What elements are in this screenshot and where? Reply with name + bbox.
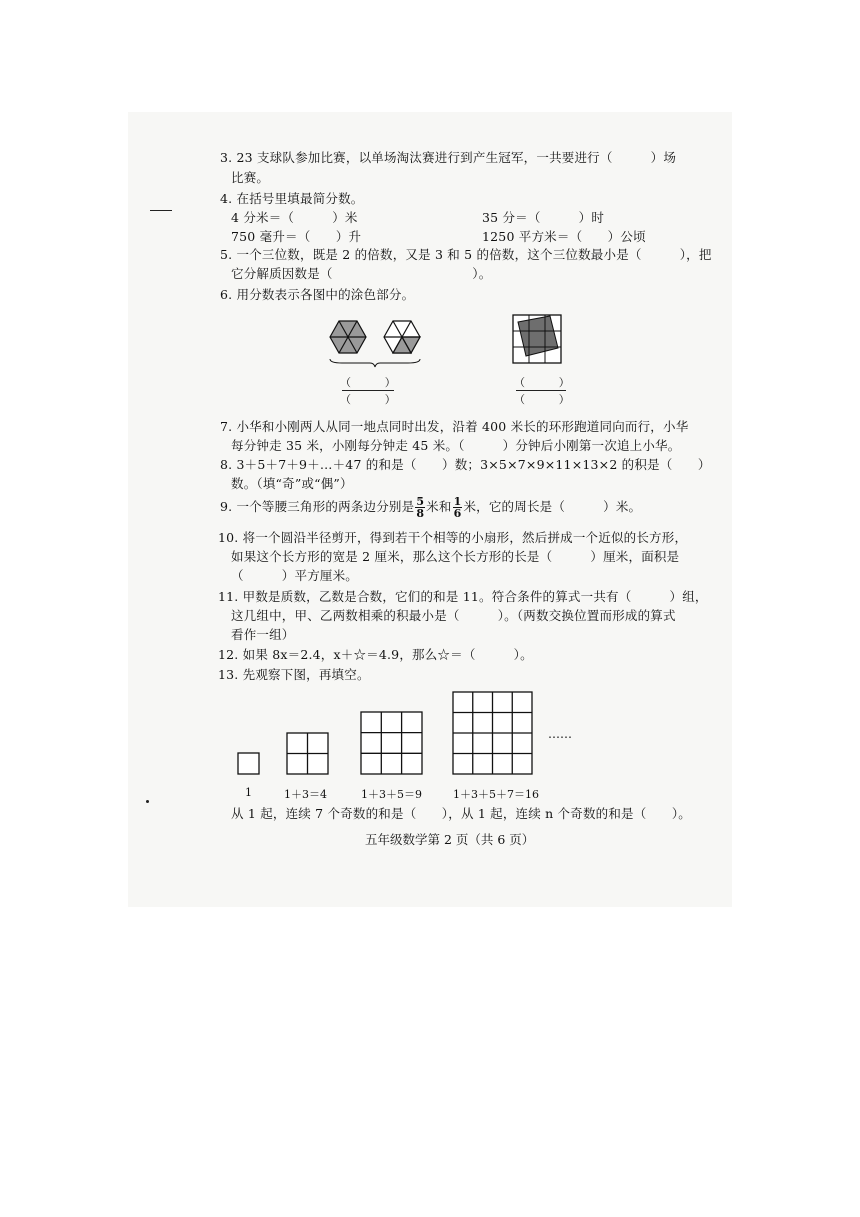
square-grid-figure bbox=[512, 314, 564, 366]
q3-line2: 比赛。 bbox=[231, 170, 270, 185]
q4-c: 750 毫升＝（ ）升 bbox=[231, 229, 362, 244]
q10-line3: （ ）平方厘米。 bbox=[231, 568, 359, 583]
q4-d: 1250 平方米＝（ ）公顷 bbox=[482, 229, 646, 244]
caption-4: 1＋3＋5＋7＝16 bbox=[453, 788, 539, 801]
q6-answer-right-numerator[interactable]: （ ） bbox=[514, 376, 570, 389]
page-footer: 五年级数学第 2 页（共 6 页） bbox=[365, 832, 535, 847]
hexagon-figure bbox=[322, 311, 437, 369]
q9-pre: 9. 一个等腰三角形的两条边分别是 bbox=[220, 499, 415, 514]
scan-mark bbox=[146, 800, 149, 803]
hexagon-shaded bbox=[330, 321, 366, 353]
q5-line2: 它分解质因数是（ ）。 bbox=[231, 266, 492, 281]
fraction-bar-left bbox=[342, 390, 394, 391]
q13-title: 13. 先观察下图，再填空。 bbox=[218, 667, 370, 682]
caption-3: 1＋3＋5＝9 bbox=[361, 788, 422, 801]
q9-post: 米，它的周长是（ ）米。 bbox=[463, 499, 642, 514]
fraction-one-sixth: $\frac{1}{6}$ bbox=[453, 495, 462, 520]
q3-line1: 3. 23 支球队参加比赛，以单场淘汰赛进行到产生冠军，一共要进行（ ）场 bbox=[220, 150, 677, 165]
grid-2x2 bbox=[286, 732, 330, 776]
grid-1x1 bbox=[237, 752, 261, 776]
q13-fill: 从 1 起，连续 7 个奇数的和是（ ），从 1 起，连续 n 个奇数的和是（ ）。 bbox=[231, 806, 691, 821]
q8-line1: 8. 3＋5＋7＋9＋…＋47 的和是（ ）数；3×5×7×9×11×13×2 的积是（ ） bbox=[220, 457, 711, 472]
caption-1: 1 bbox=[245, 786, 252, 799]
q12-line: 12. 如果 8x＝2.4，x＋☆＝4.9，那么☆＝（ ）。 bbox=[218, 647, 533, 662]
q11-line1: 11. 甲数是质数，乙数是合数，它们的和是 11。符合条件的算式一共有（ ）组， bbox=[218, 589, 708, 604]
q7-line2: 每分钟走 35 米，小刚每分钟走 45 米。（ ）分钟后小刚第一次追上小华。 bbox=[231, 438, 681, 453]
q10-line2: 如果这个长方形的宽是 2 厘米，那么这个长方形的长是（ ）厘米，面积是 bbox=[231, 549, 680, 564]
scan-mark bbox=[150, 210, 172, 211]
q4-a: 4 分米＝（ ）米 bbox=[231, 210, 358, 225]
q5-line1: 5. 一个三位数，既是 2 的倍数，又是 3 和 5 的倍数，这个三位数最小是（ ），把 bbox=[220, 247, 712, 262]
q6-answer-left-numerator[interactable]: （ ） bbox=[340, 376, 396, 389]
q6-answer-left-denominator[interactable]: （ ） bbox=[340, 393, 396, 406]
q9-mid: 米和 bbox=[426, 499, 452, 514]
q9-line bbox=[220, 494, 641, 520]
hexagon-partial bbox=[384, 321, 420, 353]
q8-line2: 数。（填“奇”或“偶”） bbox=[231, 476, 353, 491]
grid-3x3 bbox=[360, 711, 424, 776]
q11-line2: 这几组中，甲、乙两数相乘的积最小是（ ）。（两数交换位置而形成的算式 bbox=[231, 608, 676, 623]
q7-line1: 7. 小华和小刚两人从同一地点同时出发，沿着 400 米长的环形跑道同向而行，小华 bbox=[220, 419, 689, 434]
q10-line1: 10. 将一个圆沿半径剪开，得到若干个相等的小扇形，然后拼成一个近似的长方形， bbox=[218, 530, 688, 545]
caption-2: 1＋3＝4 bbox=[284, 788, 327, 801]
brace bbox=[330, 359, 420, 367]
grid-4x4 bbox=[452, 691, 534, 776]
grid-ellipsis: …… bbox=[548, 727, 572, 741]
q6-title: 6. 用分数表示各图中的涂色部分。 bbox=[220, 287, 415, 302]
fraction-five-eighths: $\frac{5}{8}$ bbox=[416, 495, 425, 520]
q11-line3: 看作一组） bbox=[231, 627, 295, 642]
q4-b: 35 分＝（ ）时 bbox=[482, 210, 605, 225]
fraction-bar-right bbox=[516, 390, 566, 391]
q4-title: 4. 在括号里填最简分数。 bbox=[220, 191, 364, 206]
q6-answer-right-denominator[interactable]: （ ） bbox=[514, 393, 570, 406]
